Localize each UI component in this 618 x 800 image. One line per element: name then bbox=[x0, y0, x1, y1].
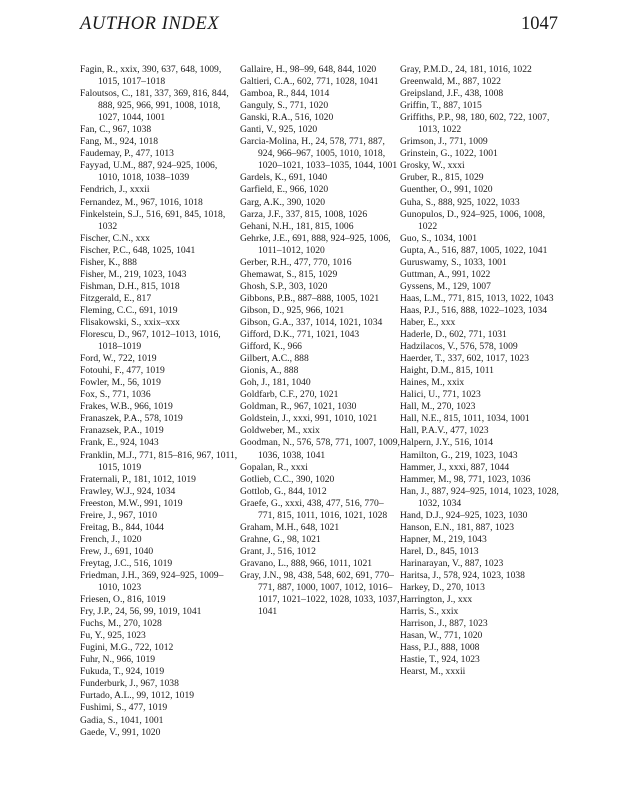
index-entry: Gionis, A., 888 bbox=[240, 365, 299, 377]
index-entry: Goh, J., 181, 1040 bbox=[240, 377, 311, 389]
index-entry: Fukuda, T., 924, 1019 bbox=[80, 666, 165, 678]
index-entry: Gray, P.M.D., 24, 181, 1016, 1022 bbox=[400, 64, 532, 75]
index-entry: Fitzgerald, E., 817 bbox=[80, 292, 152, 304]
index-entry: Harris, S., xxix bbox=[400, 606, 459, 618]
index-entry: Gunopulos, D., 924–925, 1006, 1008, 1022 bbox=[400, 208, 545, 232]
index-entry: Friesen, O., 816, 1019 bbox=[80, 594, 166, 606]
index-entry: Fan, C., 967, 1038 bbox=[80, 124, 152, 136]
index-entry: Garfield, E., 966, 1020 bbox=[240, 184, 329, 196]
index-entry: Frakes, W.B., 966, 1019 bbox=[80, 401, 173, 413]
index-entry: Guha, S., 888, 925, 1022, 1033 bbox=[400, 196, 520, 208]
index-entry: Fugini, M.G., 722, 1012 bbox=[80, 642, 174, 654]
index-entry: Grosky, W., xxxi bbox=[400, 160, 465, 172]
index-entry: French, J., 1020 bbox=[80, 533, 142, 545]
index-entry: Fry, J.P., 24, 56, 99, 1019, 1041 bbox=[80, 606, 202, 618]
index-entry: Gallaire, H., 98–99, 648, 844, 1020 bbox=[240, 64, 377, 75]
page-number: 1047 bbox=[521, 14, 558, 34]
index-entry: Ghemawat, S., 815, 1029 bbox=[240, 268, 338, 280]
index-entry: Frank, E., 924, 1043 bbox=[80, 437, 159, 449]
index-entry: Graham, M.H., 648, 1021 bbox=[240, 521, 340, 533]
index-entry: Haderle, D., 602, 771, 1031 bbox=[400, 329, 507, 341]
index-entry: Grimson, J., 771, 1009 bbox=[400, 136, 488, 148]
index-entry: Fowler, M., 56, 1019 bbox=[80, 377, 161, 389]
index-entry: Guruswamy, S., 1033, 1001 bbox=[400, 256, 507, 268]
index-entry: Haas, L.M., 771, 815, 1013, 1022, 1043 bbox=[400, 292, 554, 304]
index-entry: Gottlob, G., 844, 1012 bbox=[240, 485, 327, 497]
index-entry: Fisher, M., 219, 1023, 1043 bbox=[80, 268, 187, 280]
index-entry: Harrington, J., xxx bbox=[400, 594, 473, 606]
index-entry: Furtado, A.L., 99, 1012, 1019 bbox=[80, 690, 195, 702]
index-column-1 bbox=[80, 64, 240, 739]
index-entry: Griffiths, P.P., 98, 180, 602, 722, 1007, 1013, 1022 bbox=[400, 112, 550, 136]
index-entry: Hall, P.A.V., 477, 1023 bbox=[400, 425, 489, 437]
index-entry: Fushimi, S., 477, 1019 bbox=[80, 702, 168, 714]
index-entry: Guttman, A., 991, 1022 bbox=[400, 268, 491, 280]
index-entry: Fagin, R., xxix, 390, 637, 648, 1009, 1015, 1017–1018 bbox=[80, 64, 222, 88]
index-entry: Fang, M., 924, 1018 bbox=[80, 136, 159, 148]
index-entry: Hall, M., 270, 1023 bbox=[400, 401, 476, 413]
index-entry: Fu, Y., 925, 1023 bbox=[80, 630, 146, 642]
index-entry: Gruber, R., 815, 1029 bbox=[400, 172, 484, 184]
index-entry: Hand, D.J., 924–925, 1023, 1030 bbox=[400, 509, 528, 521]
index-entry: Freitag, B., 844, 1044 bbox=[80, 521, 164, 533]
index-entry: Fox, S., 771, 1036 bbox=[80, 389, 151, 401]
index-entry: Halici, U., 771, 1023 bbox=[400, 389, 481, 401]
page-header bbox=[80, 12, 558, 42]
page-title: AUTHOR INDEX bbox=[80, 14, 220, 34]
index-entry: Gopalan, R., xxxi bbox=[240, 461, 308, 473]
index-entry: Gehrke, J.E., 691, 888, 924–925, 1006, 1011–1012, 1020 bbox=[240, 232, 391, 256]
index-entry: Goldstein, J., xxxi, 991, 1010, 1021 bbox=[240, 413, 378, 425]
index-entry: Fraternali, P., 181, 1012, 1019 bbox=[80, 473, 196, 485]
index-entry: Gilbert, A.C., 888 bbox=[240, 353, 309, 365]
index-entry: Hastie, T., 924, 1023 bbox=[400, 654, 480, 666]
index-entry: Hammer, M., 98, 771, 1023, 1036 bbox=[400, 473, 531, 485]
index-entry: Fleming, C.C., 691, 1019 bbox=[80, 304, 178, 316]
index-entry: Hasan, W., 771, 1020 bbox=[400, 630, 483, 642]
index-entry: Goldman, R., 967, 1021, 1030 bbox=[240, 401, 357, 413]
index-entry: Harkey, D., 270, 1013 bbox=[400, 582, 485, 594]
index-entry: Gyssens, M., 129, 1007 bbox=[400, 280, 491, 292]
index-entry: Frew, J., 691, 1040 bbox=[80, 545, 154, 557]
index-entry: Faloutsos, C., 181, 337, 369, 816, 844, 888, 925, 966, 991, 1008, 1018, 1027, 1044, 1001 bbox=[80, 88, 229, 124]
index-entry: Garcia-Molina, H., 24, 578, 771, 887, 924, 966–967, 1005, 1010, 1018, 1020–1021, 1033–1035, 1044, 1001 bbox=[240, 136, 398, 172]
index-entry: Gotlieb, C.C., 390, 1020 bbox=[240, 473, 335, 485]
index-entry: Finkelstein, S.J., 516, 691, 845, 1018, 1032 bbox=[80, 208, 226, 232]
index-entry: Haines, M., xxix bbox=[400, 377, 465, 389]
index-entry: Fishman, D.H., 815, 1018 bbox=[80, 280, 180, 292]
index-entry: Freytag, J.C., 516, 1019 bbox=[80, 557, 173, 569]
index-entry: Hearst, M., xxxii bbox=[400, 666, 466, 678]
index-entry: Haas, P.J., 516, 888, 1022–1023, 1034 bbox=[400, 304, 548, 316]
index-entry: Friedman, J.H., 369, 924–925, 1009–1010, 1023 bbox=[80, 569, 224, 594]
index-entry: Greenwald, M., 887, 1022 bbox=[400, 76, 501, 88]
index-entry: Flisakowski, S., xxix–xxx bbox=[80, 316, 180, 328]
index-entry: Grahne, G., 98, 1021 bbox=[240, 533, 321, 545]
index-entry: Gaede, V., 991, 1020 bbox=[80, 726, 161, 738]
index-entry: Freeston, M.W., 991, 1019 bbox=[80, 497, 183, 509]
index-entry: Haritsa, J., 578, 924, 1023, 1038 bbox=[400, 569, 525, 581]
index-entry: Harinarayan, V., 887, 1023 bbox=[400, 557, 504, 569]
index-entry: Griffin, T., 887, 1015 bbox=[400, 100, 482, 112]
index-entry: Franazsek, P.A., 1019 bbox=[80, 425, 164, 437]
index-entry: Fuchs, M., 270, 1028 bbox=[80, 618, 162, 630]
index-entry: Hall, N.E., 815, 1011, 1034, 1001 bbox=[400, 413, 530, 425]
index-entry: Gerber, R.H., 477, 770, 1016 bbox=[240, 256, 352, 268]
index-entry: Gibbons, P.B., 887–888, 1005, 1021 bbox=[240, 292, 380, 304]
index-entry: Hanson, E.N., 181, 887, 1023 bbox=[400, 521, 515, 533]
index-entry: Gray, J.N., 98, 438, 548, 602, 691, 770–771, 887, 1000, 1007, 1012, 1016–1017, 1021–1022, 1028, 1033, 1037, 1041 bbox=[240, 569, 400, 618]
index-entry: Graefe, G., xxxi, 438, 477, 516, 770–771, 815, 1011, 1016, 1021, 1028 bbox=[240, 497, 388, 521]
index-entry: Franklin, M.J., 771, 815–816, 967, 1011, 1015, 1019 bbox=[80, 449, 238, 473]
index-entry: Goldweber, M., xxix bbox=[240, 425, 320, 437]
index-entry: Gifford, K., 966 bbox=[240, 341, 302, 353]
index-entry: Gadia, S., 1041, 1001 bbox=[80, 714, 164, 726]
index-entry: Guo, S., 1034, 1001 bbox=[400, 232, 478, 244]
index-entry: Ghosh, S.P., 303, 1020 bbox=[240, 280, 328, 292]
index-entry: Halpern, J.Y., 516, 1014 bbox=[400, 437, 494, 449]
index-entry: Fuhr, N., 966, 1019 bbox=[80, 654, 156, 666]
index-entry: Gravano, L., 888, 966, 1011, 1021 bbox=[240, 557, 373, 569]
index-column-2 bbox=[240, 64, 400, 618]
index-entry: Gupta, A., 516, 887, 1005, 1022, 1041 bbox=[400, 244, 548, 256]
index-entry: Gifford, D.K., 771, 1021, 1043 bbox=[240, 329, 360, 341]
index-entry: Goodman, N., 576, 578, 771, 1007, 1009, 1036, 1038, 1041 bbox=[240, 437, 400, 461]
index-entry: Haight, D.M., 815, 1011 bbox=[400, 365, 494, 377]
index-entry: Fotouhi, F., 477, 1019 bbox=[80, 365, 165, 377]
index-entry: Gamboa, R., 844, 1014 bbox=[240, 88, 330, 100]
index-entry: Funderburk, J., 967, 1038 bbox=[80, 678, 179, 690]
index-entry: Han, J., 887, 924–925, 1014, 1023, 1028, 1032, 1034 bbox=[400, 485, 559, 509]
index-entry: Haerder, T., 337, 602, 1017, 1023 bbox=[400, 353, 530, 365]
index-entry: Ford, W., 722, 1019 bbox=[80, 353, 157, 365]
index-entry: Grant, J., 516, 1012 bbox=[240, 545, 316, 557]
index-entry: Freire, J., 967, 1010 bbox=[80, 509, 158, 521]
index-entry: Fischer, C.N., xxx bbox=[80, 232, 150, 244]
index-entry: Haber, E., xxx bbox=[400, 316, 456, 328]
index-entry: Greipsland, J.F., 438, 1008 bbox=[400, 88, 504, 100]
index-entry: Goldfarb, C.F., 270, 1021 bbox=[240, 389, 339, 401]
index-entry: Gehani, N.H., 181, 815, 1006 bbox=[240, 220, 354, 232]
index-entry: Ganti, V., 925, 1020 bbox=[240, 124, 318, 136]
index-column-3 bbox=[400, 64, 560, 678]
index-entry: Gibson, D., 925, 966, 1021 bbox=[240, 304, 345, 316]
index-entry: Garg, A.K., 390, 1020 bbox=[240, 196, 326, 208]
index-entry: Fischer, P.C., 648, 1025, 1041 bbox=[80, 244, 196, 256]
index-entry: Garza, J.F., 337, 815, 1008, 1026 bbox=[240, 208, 368, 220]
index-entry: Hadzilacos, V., 576, 578, 1009 bbox=[400, 341, 518, 353]
index-entry: Florescu, D., 967, 1012–1013, 1016, 1018–1019 bbox=[80, 329, 221, 353]
index-entry: Fayyad, U.M., 887, 924–925, 1006, 1010, 1018, 1038–1039 bbox=[80, 160, 218, 184]
index-entry: Franaszek, P.A., 578, 1019 bbox=[80, 413, 183, 425]
index-entry: Hammer, J., xxxi, 887, 1044 bbox=[400, 461, 510, 473]
index-entry: Ganguly, S., 771, 1020 bbox=[240, 100, 329, 112]
index-entry: Gardels, K., 691, 1040 bbox=[240, 172, 328, 184]
index-entry: Frawley, W.J., 924, 1034 bbox=[80, 485, 176, 497]
index-entry: Faudemay, P., 477, 1013 bbox=[80, 148, 174, 160]
index-entry: Fendrich, J., xxxii bbox=[80, 184, 150, 196]
index-entry: Fernandez, M., 967, 1016, 1018 bbox=[80, 196, 203, 208]
index-entry: Hass, P.J., 888, 1008 bbox=[400, 642, 480, 654]
index-entry: Hamilton, G., 219, 1023, 1043 bbox=[400, 449, 518, 461]
index-entry: Gibson, G.A., 337, 1014, 1021, 1034 bbox=[240, 316, 383, 328]
index-entry: Harel, D., 845, 1013 bbox=[400, 545, 479, 557]
index-entry: Ganski, R.A., 516, 1020 bbox=[240, 112, 334, 124]
index-entry: Hapner, M., 219, 1043 bbox=[400, 533, 487, 545]
index-entry: Galtieri, C.A., 602, 771, 1028, 1041 bbox=[240, 76, 379, 88]
index-entry: Fisher, K., 888 bbox=[80, 256, 137, 268]
index-entry: Guenther, O., 991, 1020 bbox=[400, 184, 493, 196]
index-entry: Harrison, J., 887, 1023 bbox=[400, 618, 488, 630]
index-entry: Grinstein, G., 1022, 1001 bbox=[400, 148, 498, 160]
